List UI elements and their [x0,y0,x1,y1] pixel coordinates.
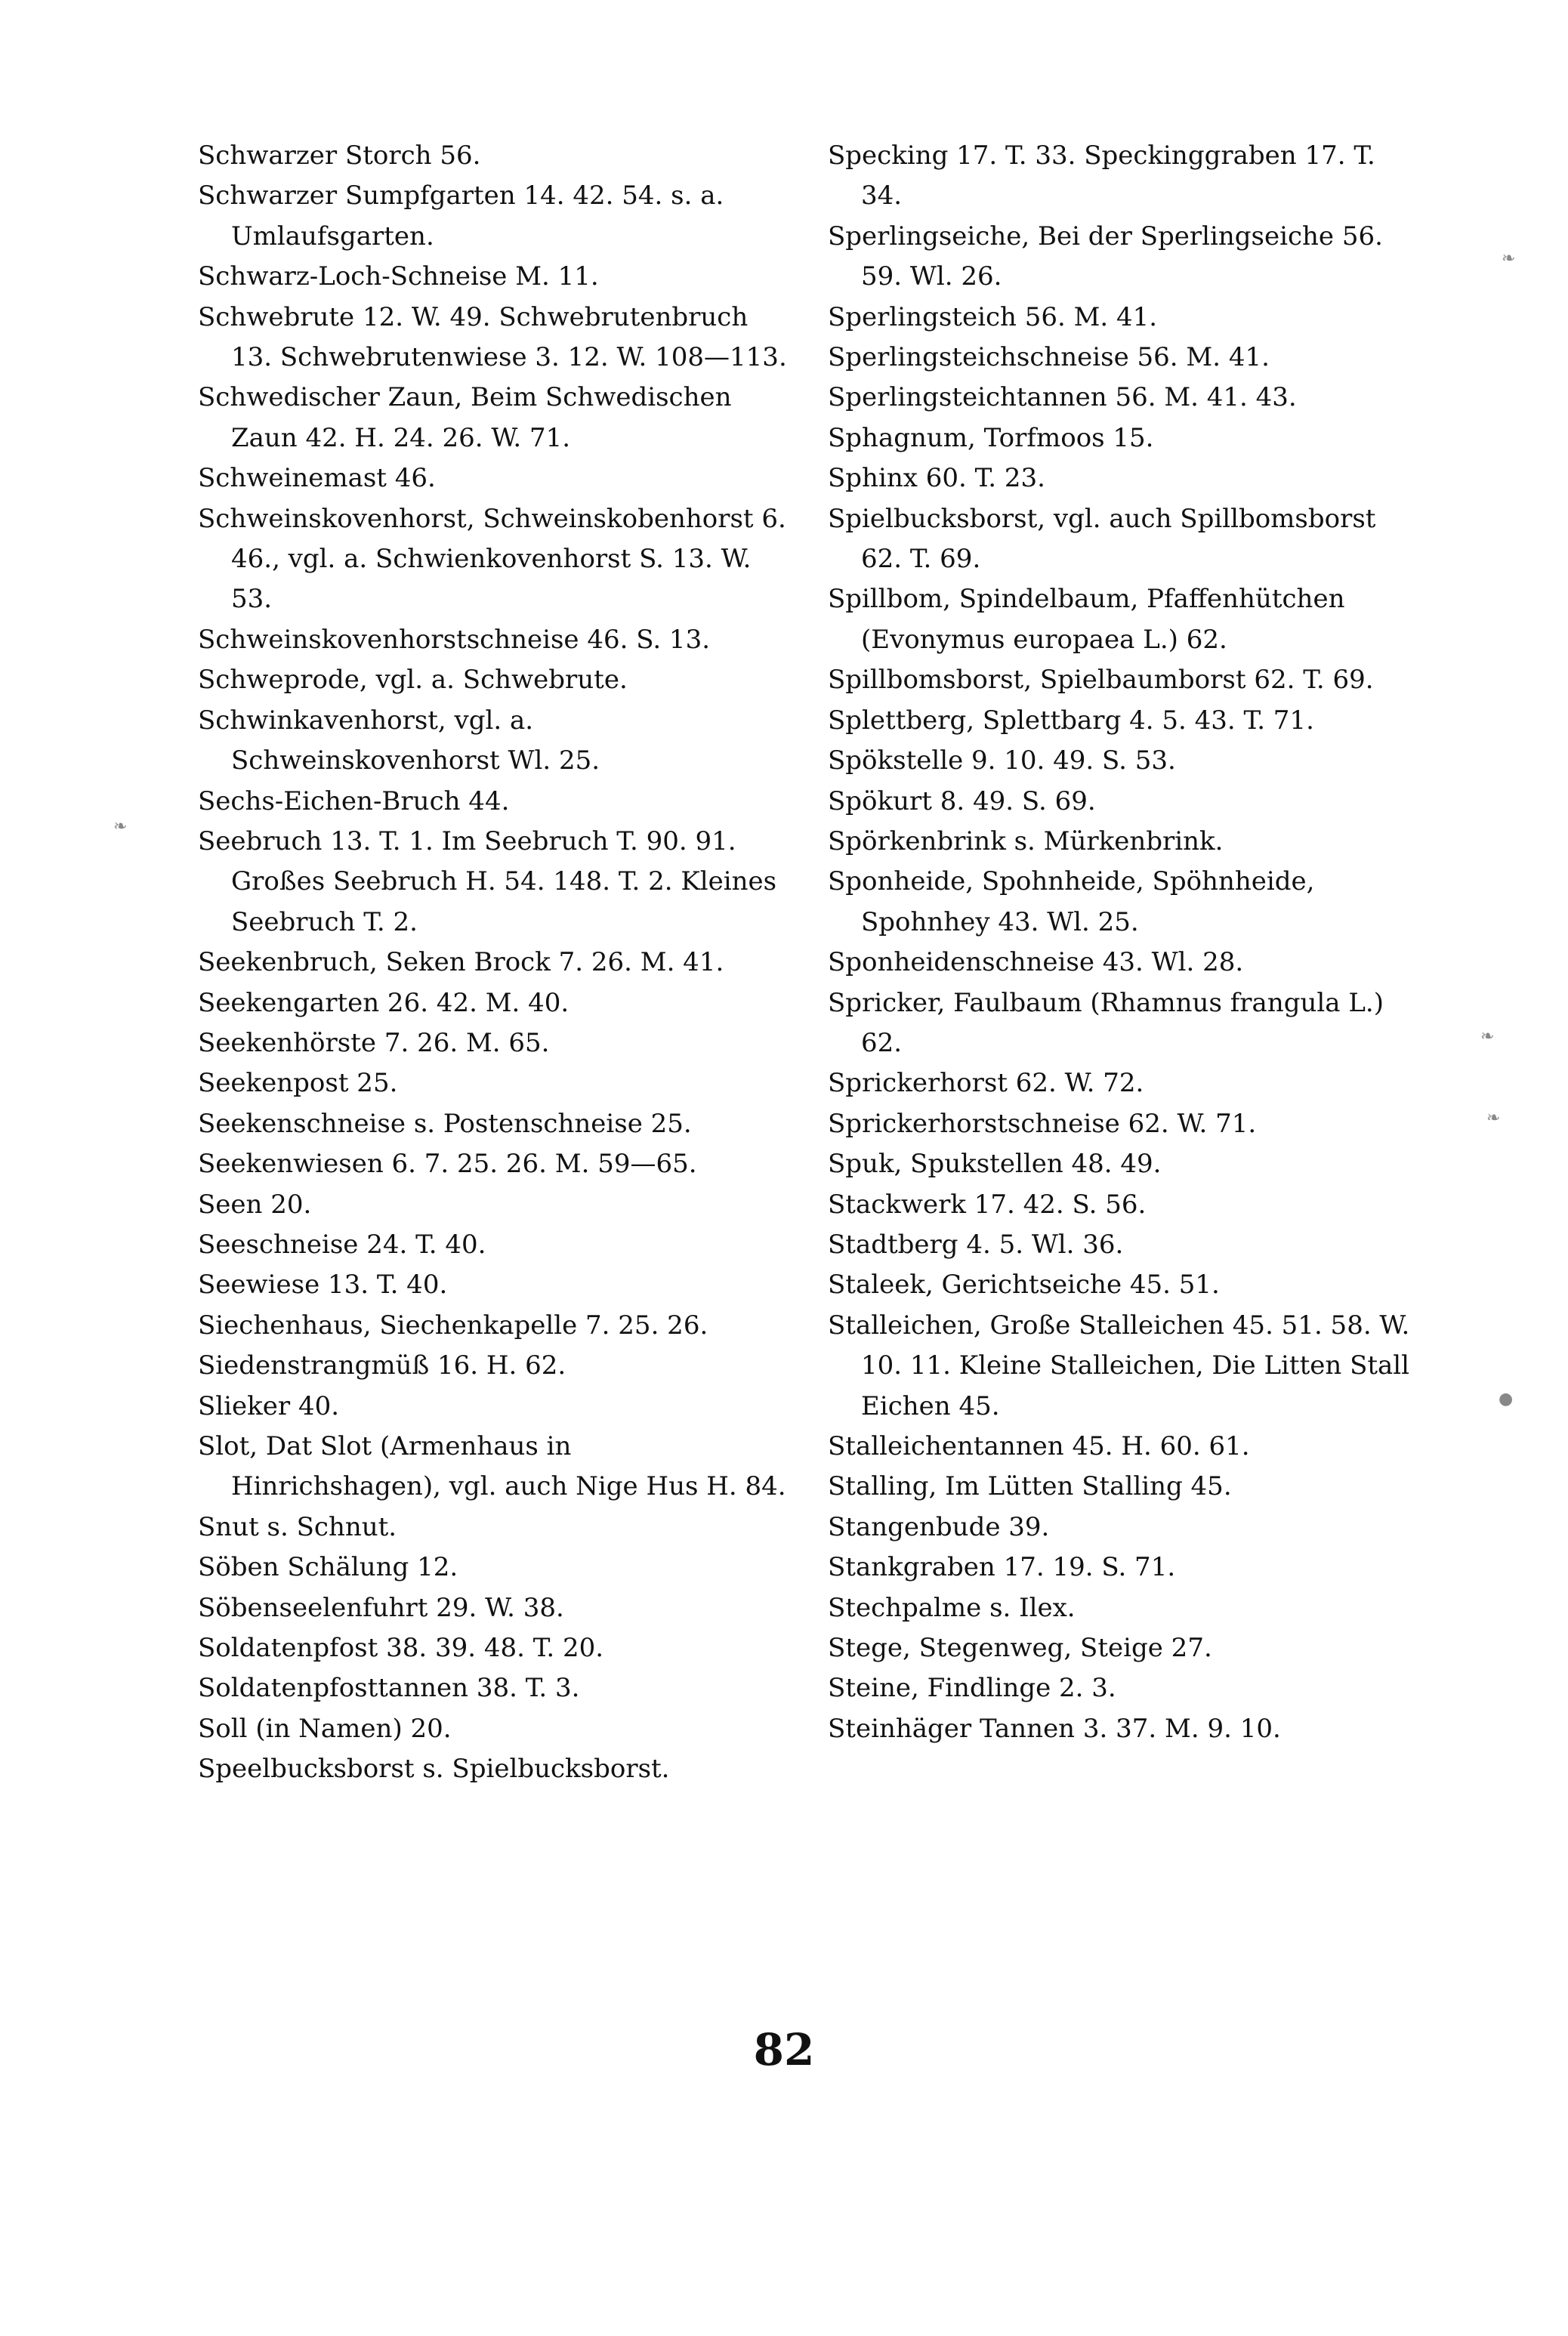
index-entry: Siechenhaus, Siechenkapelle 7. 25. 26. [198,1310,708,1341]
index-entry: Schwinkavenhorst, vgl. a. Schweinskovenhorst Wl. 25. [198,705,600,776]
index-entry: Spökurt 8. 49. S. 69. [828,785,1096,816]
index-entry: Staleek, Gerichtseiche 45. 51. [828,1270,1220,1301]
index-entry: Siedenstrangmüß 16. H. 62. [198,1350,566,1381]
index-entry: Soldatenpfost 38. 39. 48. T. 20. [198,1633,604,1664]
index-entry: Steine, Findlinge 2. 3. [828,1673,1116,1704]
index-entry: Schweprode, vgl. a. Schwebrute. [198,665,628,696]
index-entry: Steinhäger Tannen 3. 37. M. 9. 10. [828,1713,1281,1744]
index-entry: Seekengarten 26. 42. M. 40. [198,987,569,1018]
index-entry: Spuk, Spukstellen 48. 49. [828,1149,1162,1180]
index-entry: Spökstelle 9. 10. 49. S. 53. [828,745,1176,776]
index-entry: Sperlingseiche, Bei der Sperlingseiche 56. 59. Wl. 26. [828,221,1383,292]
index-entry: Sechs-Eichen-Bruch 44. [198,785,510,816]
index-entry: Speelbucksborst s. Spielbucksborst. [198,1754,670,1785]
index-entry: Seewiese 13. T. 40. [198,1270,448,1301]
index-entry: Stankgraben 17. 19. S. 71. [828,1552,1176,1583]
index-entry: Schwarzer Storch 56. [198,140,481,171]
index-entry: Spillbomsborst, Spielbaumborst 62. T. 69. [828,665,1374,696]
index-entry: Sponheide, Spohnheide, Spöhnheide, Spohnhey 43. Wl. 25. [828,866,1315,937]
index-entry: Spörkenbrink s. Mürkenbrink. [828,825,1224,856]
index-entry: Seen 20. [198,1189,312,1220]
index-entry: Seekenbruch, Seken Brock 7. 26. M. 41. [198,947,724,978]
index-entry: Sperlingsteich 56. M. 41. [828,301,1158,332]
index-entry: Stadtberg 4. 5. Wl. 36. [828,1229,1124,1260]
index-entry: Seebruch 13. T. 1. Im Seebruch T. 90. 91. Großes Seebruch H. 54. 148. T. 2. Kleines Seebruch T. 2. [198,825,777,937]
index-entry: Slieker 40. [198,1390,340,1421]
margin-speck-icon: ❧ [1486,1109,1501,1128]
index-entry: Sphagnum, Torfmoos 15. [828,422,1154,453]
index-entry: Söbenseelenfuhrt 29. W. 38. [198,1592,564,1623]
left-index-column [198,136,787,1790]
page-number: 82 [753,2024,815,2075]
index-entry: Schweinskovenhorstschneise 46. S. 13. [198,624,711,655]
index-entry: Stechpalme s. Ilex. [828,1592,1076,1623]
margin-speck-icon: ❧ [1480,1027,1495,1046]
index-entry: Schwarzer Sumpfgarten 14. 42. 54. s. a. Umlaufsgarten. [198,181,724,251]
index-entry: Seekenhörste 7. 26. M. 65. [198,1027,550,1058]
index-entry: Spielbucksborst, vgl. auch Spillbomsborst 62. T. 69. [828,503,1376,575]
index-entry: Stalling, Im Lütten Stalling 45. [828,1471,1232,1502]
index-entry: Stalleichentannen 45. H. 60. 61. [828,1431,1250,1461]
index-entry: Spillbom, Spindelbaum, Pfaffenhütchen (Evonymus europaea L.) 62. [828,584,1345,655]
index-entry: Stangenbude 39. [828,1511,1050,1542]
index-entry: Seekenschneise s. Postenschneise 25. [198,1108,692,1139]
index-entry: Soldatenpfosttannen 38. T. 3. [198,1673,580,1704]
index-entry: Stalleichen, Große Stalleichen 45. 51. 58. W. 10. 11. Kleine Stalleichen, Die Litten Stall Eichen 45. [828,1310,1410,1421]
index-entry: Seekenwiesen 6. 7. 25. 26. M. 59—65. [198,1149,697,1180]
index-entry: Seeschneise 24. T. 40. [198,1229,486,1260]
index-entry: Splettberg, Splettbarg 4. 5. 43. T. 71. [828,705,1314,736]
index-entry: Söben Schälung 12. [198,1552,458,1583]
index-entry: Schweinemast 46. [198,463,436,494]
index-entry: Snut s. Schnut. [198,1511,397,1542]
index-entry: Seekenpost 25. [198,1068,398,1099]
index-entry: Sperlingsteichtannen 56. M. 41. 43. [828,382,1297,413]
index-entry: Schweinskovenhorst, Schweinskobenhorst 6. 46., vgl. a. Schwienkovenhorst S. 13. W. 53. [198,503,786,615]
index-entry: Sphinx 60. T. 23. [828,463,1045,494]
index-entry: Sprickerhorst 62. W. 72. [828,1068,1144,1099]
index-entry: Slot, Dat Slot (Armenhaus in Hinrichshagen), vgl. auch Nige Hus H. 84. [198,1431,786,1502]
margin-speck-icon: ❧ [113,817,128,836]
index-entry: Specking 17. T. 33. Speckinggraben 17. T. 34. [828,140,1375,211]
index-entry: Schwedischer Zaun, Beim Schwedischen Zaun 42. H. 24. 26. W. 71. [198,382,732,453]
index-entry: Stackwerk 17. 42. S. 56. [828,1189,1147,1220]
index-entry: Spricker, Faulbaum (Rhamnus frangula L.) 62. [828,987,1384,1058]
index-entry: Stege, Stegenweg, Steige 27. [828,1633,1212,1664]
margin-speck-icon: ● [1499,1390,1514,1409]
index-entry: Schwebrute 12. W. 49. Schwebrutenbruch 13. Schwebrutenwiese 3. 12. W. 108—113. [198,301,787,373]
index-entry: Soll (in Namen) 20. [198,1713,452,1744]
margin-speck-icon: ❧ [1502,249,1516,268]
right-index-column [828,136,1417,1749]
index-entry: Sperlingsteichschneise 56. M. 41. [828,342,1270,373]
index-entry: Sponheidenschneise 43. Wl. 28. [828,947,1244,978]
index-entry: Sprickerhorstschneise 62. W. 71. [828,1108,1257,1139]
index-entry: Schwarz-Loch-Schneise M. 11. [198,261,599,292]
